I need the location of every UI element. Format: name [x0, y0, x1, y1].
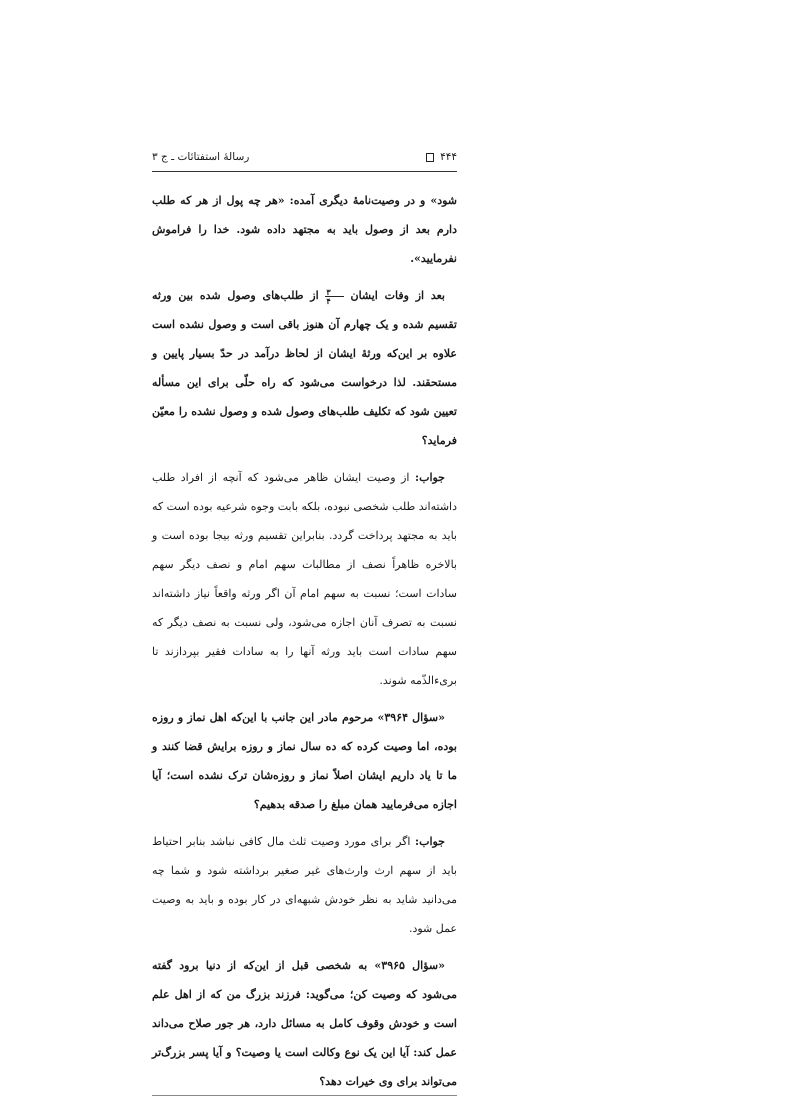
paragraph-text-after: از طلب‌های وصول شده بین ورثه تقسیم شده و یک چهارم آن هنوز باقی است و وصول نشده است علاوه بر این‌که ورثهٔ ایشان از لحاظ درآمد در حدّ بسیار پایین و مستحقند. لذا درخواست می‌شود که راه حلّی برای این مسأله تعیین شود که تکلیف طلب‌های وصول شده و وصول نشده را معیّن فرماید؟ [152, 289, 457, 447]
page-number: ۴۴۴ [440, 151, 457, 163]
question-label: «سؤال ۳۹۶۵» [374, 959, 446, 972]
cut-off-next-line [152, 1087, 457, 1100]
answer-label: جواب: [415, 471, 445, 484]
fraction-numerator: ۳ [325, 288, 343, 297]
paragraph-question-continuation [152, 186, 457, 273]
header-divider [152, 171, 457, 172]
running-title: رسالهٔ استفتائات ـ ج ۳ [152, 151, 250, 163]
square-icon [426, 153, 434, 162]
paragraph-answer [152, 827, 457, 943]
paragraph-text: مرحوم مادر این جانب با این‌که اهل نماز و روزه بوده، اما وصیت کرده که ده سال نماز و روزه برایش قضا کنند و ما تا یاد داریم ایشان اصلاً نماز و روزه‌شان ترک نشده است؛ آیا اجازه می‌فرمایید همان مبلغ را صدقه بدهیم؟ [152, 711, 457, 811]
document-page [152, 148, 457, 1104]
answer-label: جواب: [415, 835, 445, 848]
page-header [152, 148, 457, 166]
fraction [325, 288, 343, 305]
paragraph-text-before: بعد از وفات ایشان [350, 289, 445, 302]
paragraph-text: از وصیت ایشان ظاهر می‌شود که آنچه از افراد طلب داشته‌اند طلب شخصی نبوده، بلکه بابت وجوه شرعیه بوده است که باید به مجتهد پرداخت گردد. بنابراین تقسیم ورثه بیجا بوده است و بالاخره ظاهراً نصف از مطالبات سهم امام و نصف دیگر سهم سادات است؛ نسبت به سهم امام آن اگر ورثه واقعاً نیاز داشته‌اند نسبت به تصرف آنان اجازه می‌شود، ولی نسبت به نصف دیگر که سهم سادات است باید ورثه آنها را به سادات فقیر بپردازند تا بری‌ءالذّمه شوند. [152, 471, 457, 687]
paragraph-text: شود» و در وصیت‌نامهٔ دیگری آمده: «هر چه پول از هر که طلب دارم بعد از وصول باید به مجتهد داده شود. خدا را فراموش نفرمایید». [152, 194, 457, 265]
paragraph-question-detail [152, 281, 457, 455]
paragraph-answer [152, 463, 457, 695]
paragraph-question-3965 [152, 951, 457, 1096]
paragraph-text: اگر برای مورد وصیت ثلث مال کافی نباشد بنابر احتیاط باید از سهم ارث وارث‌های غیر صغیر برداشته شود و شما چه می‌دانید شاید به نظر خودش شبهه‌ای در کار بوده و باید به وصیت عمل شود. [152, 835, 457, 935]
partial-text-line [152, 1095, 457, 1096]
paragraph-text: به شخصی قبل از این‌که از دنیا برود گفته می‌شود که وصیت کن؛ می‌گوید: فرزند بزرگ من که از اهل علم است و خودش وقوف کامل به مسائل دارد، هر جور صلاح می‌داند عمل کند: آیا این یک نوع وکالت است یا وصیت؟ و آیا پسر بزرگ‌تر می‌تواند برای وی خیرات دهد؟ [152, 959, 457, 1088]
page-number-group [426, 151, 457, 163]
paragraph-question-3964 [152, 703, 457, 819]
fraction-denominator: ۴ [326, 295, 331, 306]
question-label: «سؤال ۳۹۶۴» [377, 711, 445, 724]
